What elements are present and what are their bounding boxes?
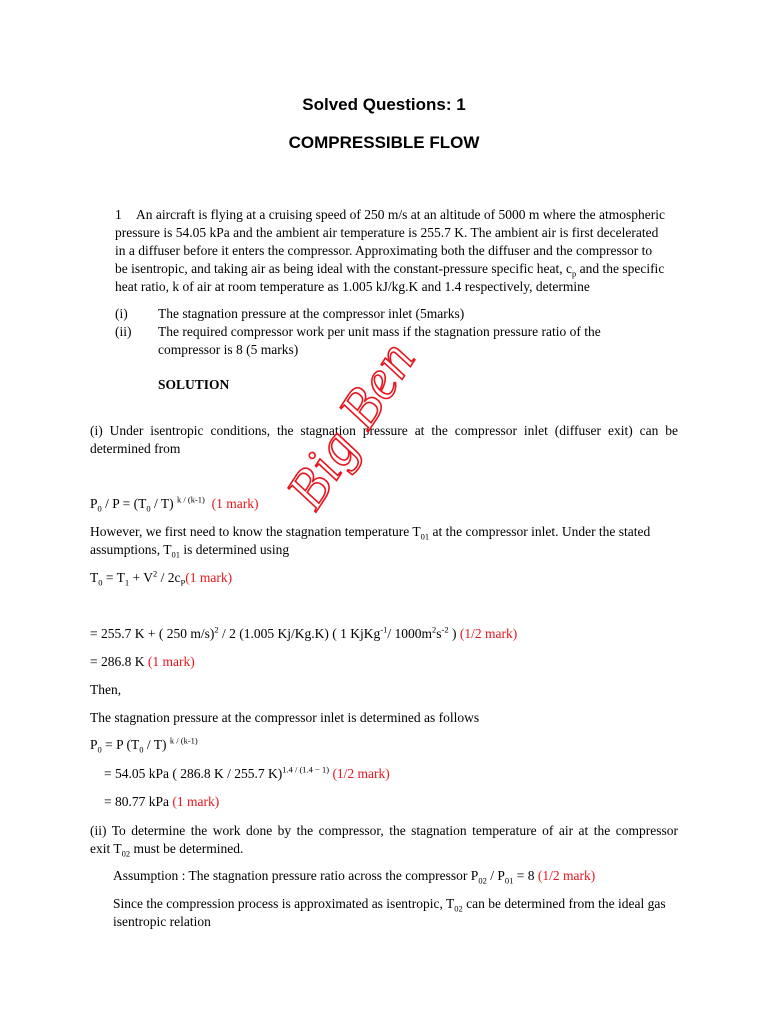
solution-p2-line1: However, we first need to know the stagnation temperature $T_{01}$ at the compressor inlet. Under the stated	[90, 524, 651, 542]
question-line-4: be isentropic, and taking air as being ideal with the constant-pressure specific heat, $c_p$ and the specific	[115, 261, 665, 279]
question-line-1: An aircraft is flying at a cruising speed of 250 m/s at an altitude of 5000 m where the atmospheric	[136, 207, 665, 222]
page-title: Solved Questions: 1	[302, 95, 466, 114]
question-number: 1	[115, 207, 122, 222]
equation-4: = 286.8 K (1 mark)	[90, 654, 195, 669]
solution-p2-line2: assumptions, $T_{01}$ is determined using	[90, 542, 290, 560]
mark-label: (1 mark)	[211, 496, 259, 511]
equation-5: $P_0 = P$ $(T_0 / T)$ $^{k / (k-1)}$	[90, 735, 198, 755]
watermark-stamp: Big Ben	[274, 330, 428, 520]
mark-label: (1/2 mark)	[537, 868, 596, 883]
part-label-i: (i)	[115, 306, 128, 321]
then-text: Then,	[90, 682, 122, 697]
solution-p1-line1: (i) Under isentropic conditions, the stagnation pressure at the compressor inlet (diffuser exit) can be	[90, 423, 678, 438]
mark-label: (1 mark)	[147, 654, 195, 669]
part-text-i: The stagnation pressure at the compressor inlet (5marks)	[158, 306, 465, 321]
question-line-3: in a diffuser before it enters the compressor. Approximating both the diffuser and the compressor to	[115, 243, 653, 258]
mark-label: (1 mark)	[172, 794, 220, 809]
solution-heading: SOLUTION	[158, 377, 230, 392]
solution-p3: The stagnation pressure at the compressor inlet is determined as follows	[90, 710, 480, 725]
solution-p5-line2: isentropic relation	[113, 914, 211, 929]
question-line-5: heat ratio, k of air at room temperature as 1.005 kJ/kg.K and 1.4 respectively, determine	[115, 279, 590, 294]
equation-7: = 80.77 kPa (1 mark)	[104, 794, 220, 809]
part-text-ii-cont: compressor is 8 (5 marks)	[158, 342, 299, 357]
solution-p4-line1: (ii) To determine the work done by the compressor, the stagnation temperature of air at the compressor	[90, 823, 678, 838]
equation-1: $P_0 / P = (T_0 / T)$ $^{k / (k-1)}$ (1 mark)	[90, 494, 259, 514]
equation-3: = 255.7 K + ( 250 m/s)$^2$ / 2 (1.005 Kj/Kg.K) ( 1 KjKg$^{-1}$/ $1000m^2s^{-2}$ ) (1/2 mark)	[90, 624, 518, 641]
equation-6: = 54.05 kPa ( 286.8 K / 255.7 K)$^{1.4 / (1.4 - 1)}$ (1/2 mark)	[104, 764, 390, 781]
page-subtitle: COMPRESSIBLE FLOW	[288, 133, 480, 152]
assumption-line: Assumption : The stagnation pressure ratio across the compressor $P_{02} / P_{01} = 8$ (1/2 mark)	[113, 868, 596, 886]
mark-label: (1/2 mark)	[329, 766, 390, 781]
solution-p5-line1: Since the compression process is approximated as isentropic, $T_{02}$ can be determined from the ideal gas	[113, 896, 666, 914]
mark-label: (1/2 mark)	[459, 626, 518, 641]
solution-p4-line2: exit $T_{02}$ must be determined.	[90, 841, 244, 859]
equation-2: $T_0 = T_1 + V^2 / 2c_P(1$ mark)	[90, 568, 233, 588]
mark-label: (1 mark)	[185, 570, 233, 585]
question-line-2: pressure is 54.05 kPa and the ambient air temperature is 255.7 K. The ambient air is first decelerated	[115, 225, 659, 240]
part-label-ii: (ii)	[115, 324, 132, 339]
solution-p1-line2: determined from	[90, 441, 181, 456]
part-text-ii: The required compressor work per unit mass if the stagnation pressure ratio of the	[158, 324, 601, 339]
